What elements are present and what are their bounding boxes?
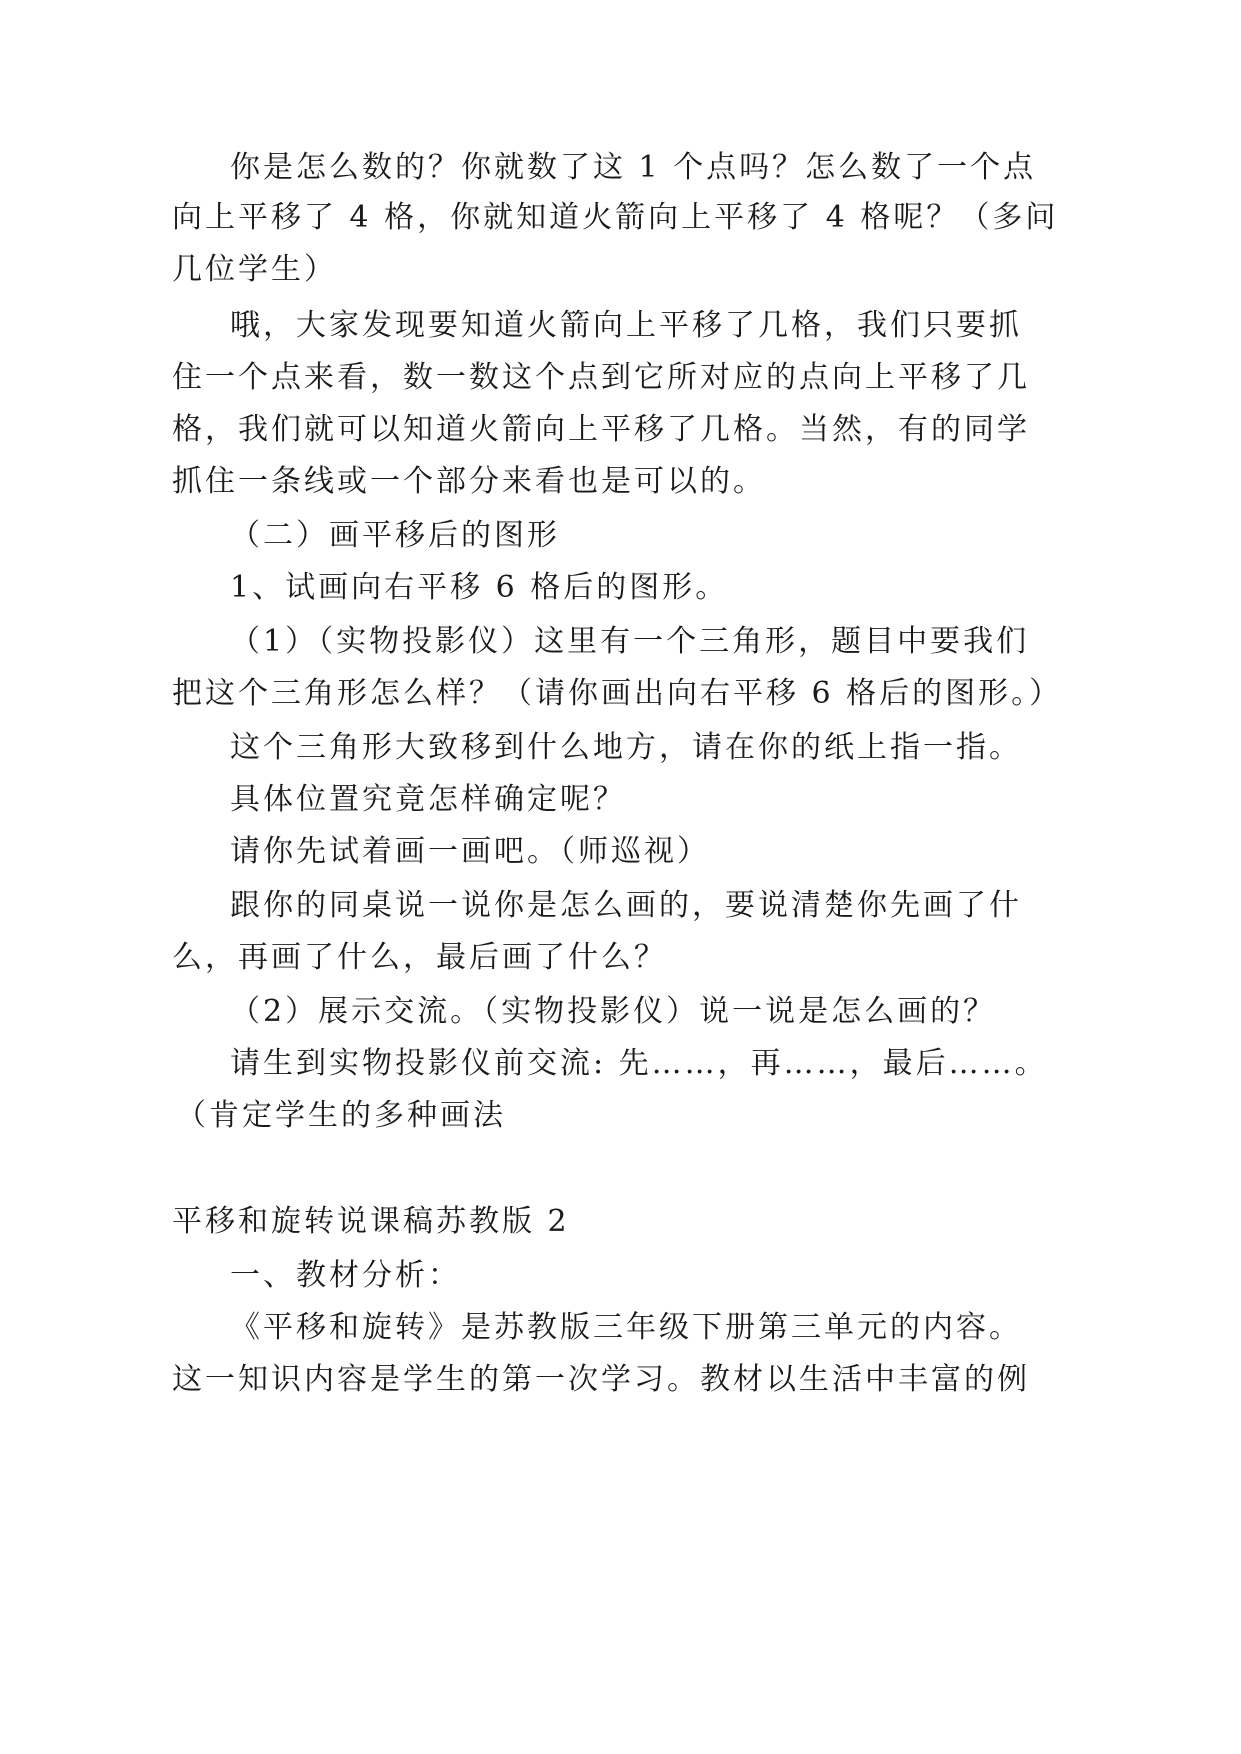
text-line-5: 住一个点来看，数一数这个点到它所对应的点向上平移了几 bbox=[172, 360, 1030, 395]
text-line-22: 《平移和旋转》是苏教版三年级下册第三单元的内容。 bbox=[230, 1310, 1022, 1345]
text-line-13: 具体位置究竟怎样确定呢？ bbox=[230, 782, 626, 817]
document-title: 平移和旋转说课稿苏教版 2 bbox=[172, 1204, 570, 1239]
section-heading: （二）画平移后的图形 bbox=[230, 518, 560, 553]
text-line-9: 1、试画向右平移 6 格后的图形。 bbox=[230, 570, 729, 605]
text-line-11: 把这个三角形怎么样？（请你画出向右平移 6 格后的图形。） bbox=[172, 676, 1063, 711]
text-line-1: 你是怎么数的？你就数了这 1 个点吗？怎么数了一个点 bbox=[230, 150, 1037, 185]
text-line-3: 几位学生） bbox=[172, 252, 337, 287]
text-line-12: 这个三角形大致移到什么地方，请在你的纸上指一指。 bbox=[230, 730, 1022, 765]
text-line-17: （2）展示交流。（实物投影仪）说一说是怎么画的？ bbox=[230, 994, 997, 1029]
text-line-16: 么，再画了什么，最后画了什么？ bbox=[172, 940, 667, 975]
text-line-14: 请你先试着画一画吧。（师巡视） bbox=[230, 834, 710, 869]
text-line-10: （1）（实物投影仪）这里有一个三角形，题目中要我们 bbox=[230, 624, 1030, 659]
text-line-4: 哦，大家发现要知道火箭向上平移了几格，我们只要抓 bbox=[230, 308, 1022, 343]
text-line-21: 一、教材分析： bbox=[230, 1258, 461, 1293]
text-line-7: 抓住一条线或一个部分来看也是可以的。 bbox=[172, 464, 766, 499]
text-line-23: 这一知识内容是学生的第一次学习。教材以生活中丰富的例 bbox=[172, 1362, 1030, 1397]
text-line-18: 请生到实物投影仪前交流: 先……，再……，最后……。 bbox=[230, 1046, 1048, 1081]
text-line-15: 跟你的同桌说一说你是怎么画的，要说清楚你先画了什 bbox=[230, 888, 1022, 923]
text-line-19: （肯定学生的多种画法 bbox=[176, 1098, 506, 1133]
text-line-6: 格，我们就可以知道火箭向上平移了几格。当然，有的同学 bbox=[172, 412, 1030, 447]
text-line-2: 向上平移了 4 格，你就知道火箭向上平移了 4 格呢？（多问 bbox=[172, 200, 1059, 235]
